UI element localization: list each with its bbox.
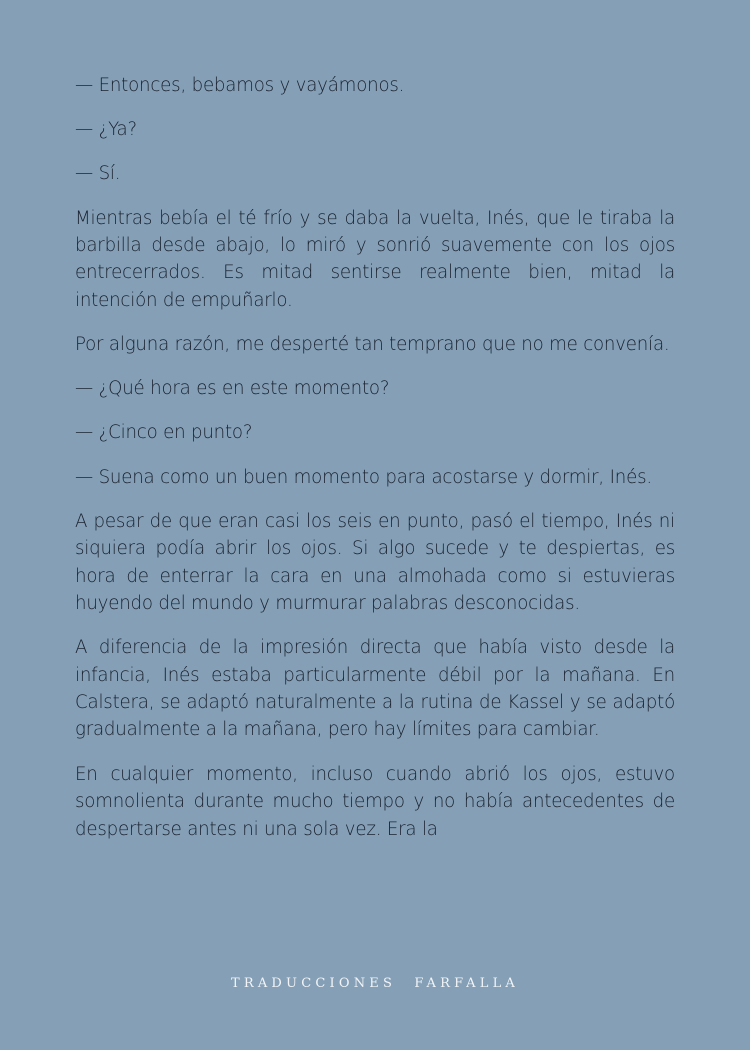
paragraph: Mientras bebía el té frío y se daba la vuelta, Inés, que le tiraba la barbilla desde abajo, lo miró y sonrió suavemente con los ojos entrecerrados. Es mitad sentirse realmente bien, mitad la intención de empuñarlo. [75,207,675,311]
paragraph: Por alguna razón, me desperté tan temprano que no me convenía. [75,334,670,356]
paragraph: — ¿Qué hora es en este momento? [75,378,390,400]
paragraph: — ¿Cinco en punto? [75,422,253,444]
paragraph: En cualquier momento, incluso cuando abrió los ojos, estuvo somnolienta durante mucho tiempo y no había antecedentes de despertarse antes ni una sola vez. Era la [75,763,675,840]
paragraph: — ¿Ya? [75,119,137,141]
paragraph: — Entonces, bebamos y vayámonos. [75,75,405,96]
page-body [75,72,675,860]
paragraph: A pesar de que eran casi los seis en punto, pasó el tiempo, Inés ni siquiera podía abrir los ojos. Si algo sucede y te despiertas, es hora de enterrar la cara en una almohada como si estuvieras huyendo del mundo y murmurar palabras desconocidas. [75,510,675,615]
footer-credit: TRADUCCIONES FARFALLA [230,976,519,991]
paragraph: — Sí. [75,163,121,185]
paragraph: A diferencia de la impresión directa que había visto desde la infancia, Inés estaba particularmente débil por la mañana. En Calstera, se adaptó naturalmente a la rutina de Kassel y se adaptó gradualmente a la mañana, pero hay límites para cambiar. [75,637,675,741]
paragraph: — Suena como un buen momento para acostarse y dormir, Inés. [75,466,652,488]
